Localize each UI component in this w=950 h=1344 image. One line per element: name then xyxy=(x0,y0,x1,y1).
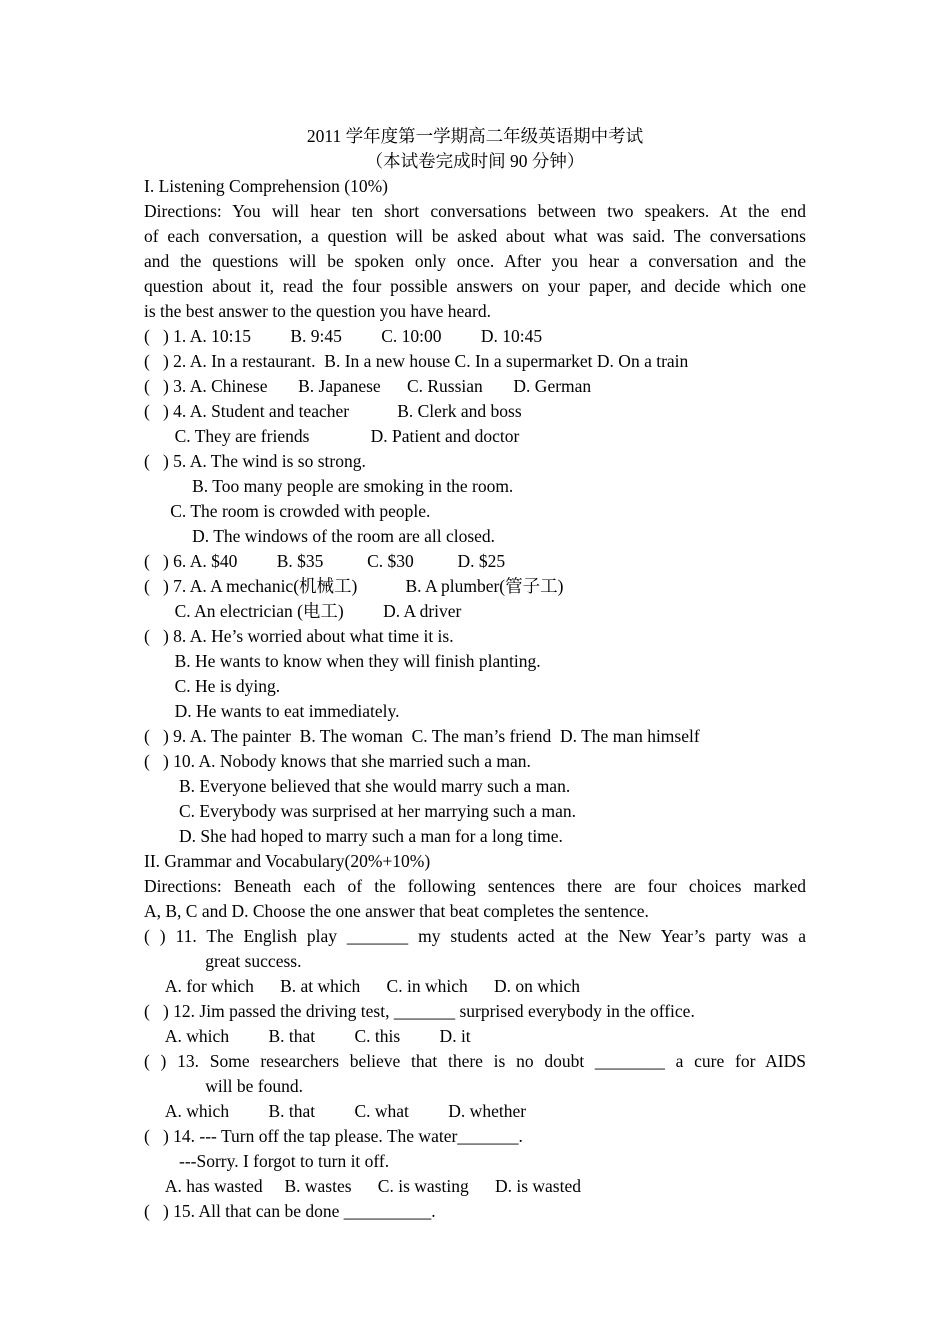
question-line: D. The windows of the room are all closed. xyxy=(144,526,496,546)
question-line: ( ) 13. Some researchers believe that there is no doubt ________ a cure for AIDS xyxy=(144,1051,806,1071)
directions-line: of each conversation, a question will be asked about what was said. The conversations xyxy=(144,226,806,246)
question-line: B. He wants to know when they will finish planting. xyxy=(144,651,541,671)
question-line: ( ) 3. A. Chinese B. Japanese C. Russian D. German xyxy=(144,376,592,396)
question-line: D. He wants to eat immediately. xyxy=(144,701,400,721)
exam-subtitle: （本试卷完成时间 90 分钟） xyxy=(365,151,585,171)
question-line: ( ) 8. A. He’s worried about what time it is. xyxy=(144,626,454,646)
question-line: C. An electrician (电工) D. A driver xyxy=(144,601,462,621)
directions-line: A, B, C and D. Choose the one answer that beat completes the sentence. xyxy=(144,901,649,921)
answer-options: A. for which B. at which C. in which D. on which xyxy=(144,976,580,996)
directions-line: and the questions will be spoken only once. After you hear a conversation and the xyxy=(144,251,806,271)
question-line: ---Sorry. I forgot to turn it off. xyxy=(144,1151,390,1171)
directions-line: is the best answer to the question you have heard. xyxy=(144,301,491,321)
question-line: C. He is dying. xyxy=(144,676,281,696)
answer-options: A. which B. that C. this D. it xyxy=(144,1026,471,1046)
question-line: ( ) 2. A. In a restaurant. B. In a new house C. In a supermarket D. On a train xyxy=(144,351,689,371)
question-line: ( ) 15. All that can be done __________. xyxy=(144,1201,436,1221)
question-line: ( ) 4. A. Student and teacher B. Clerk and boss xyxy=(144,401,522,421)
question-line: C. The room is crowded with people. xyxy=(144,501,431,521)
answer-options: A. has wasted B. wastes C. is wasting D. is wasted xyxy=(144,1176,581,1196)
question-line: ( ) 5. A. The wind is so strong. xyxy=(144,451,366,471)
question-line: ( ) 14. --- Turn off the tap please. The water_______. xyxy=(144,1126,523,1146)
question-line: C. Everybody was surprised at her marrying such a man. xyxy=(144,801,577,821)
question-line: ( ) 6. A. $40 B. $35 C. $30 D. $25 xyxy=(144,551,506,571)
directions-line: question about it, read the four possible answers on your paper, and decide which one xyxy=(144,276,806,296)
question-line: will be found. xyxy=(144,1076,303,1096)
question-line: ( ) 9. A. The painter B. The woman C. The man’s friend D. The man himself xyxy=(144,726,700,746)
question-line: ( ) 12. Jim passed the driving test, _______ surprised everybody in the office. xyxy=(144,1001,695,1021)
directions-line: Directions: You will hear ten short conversations between two speakers. At the end xyxy=(144,201,806,221)
question-line: C. They are friends D. Patient and doctor xyxy=(144,426,520,446)
section-heading: I. Listening Comprehension (10%) xyxy=(144,176,388,196)
question-line: ( ) 7. A. A mechanic(机械工) B. A plumber(管子工) xyxy=(144,576,564,596)
directions-line: Directions: Beneath each of the following sentences there are four choices marked xyxy=(144,876,806,896)
question-line: B. Too many people are smoking in the room. xyxy=(144,476,514,496)
question-line: D. She had hoped to marry such a man for a long time. xyxy=(144,826,563,846)
question-line: ( ) 1. A. 10:15 B. 9:45 C. 10:00 D. 10:45 xyxy=(144,326,543,346)
section-heading: II. Grammar and Vocabulary(20%+10%) xyxy=(144,851,431,871)
question-line: ( ) 10. A. Nobody knows that she married such a man. xyxy=(144,751,531,771)
question-line: B. Everyone believed that she would marry such a man. xyxy=(144,776,571,796)
answer-options: A. which B. that C. what D. whether xyxy=(144,1101,527,1121)
question-line: ( ) 11. The English play _______ my students acted at the New Year’s party was a xyxy=(144,926,806,946)
exam-title: 2011 学年度第一学期高二年级英语期中考试 xyxy=(306,126,644,146)
question-line: great success. xyxy=(144,951,302,971)
